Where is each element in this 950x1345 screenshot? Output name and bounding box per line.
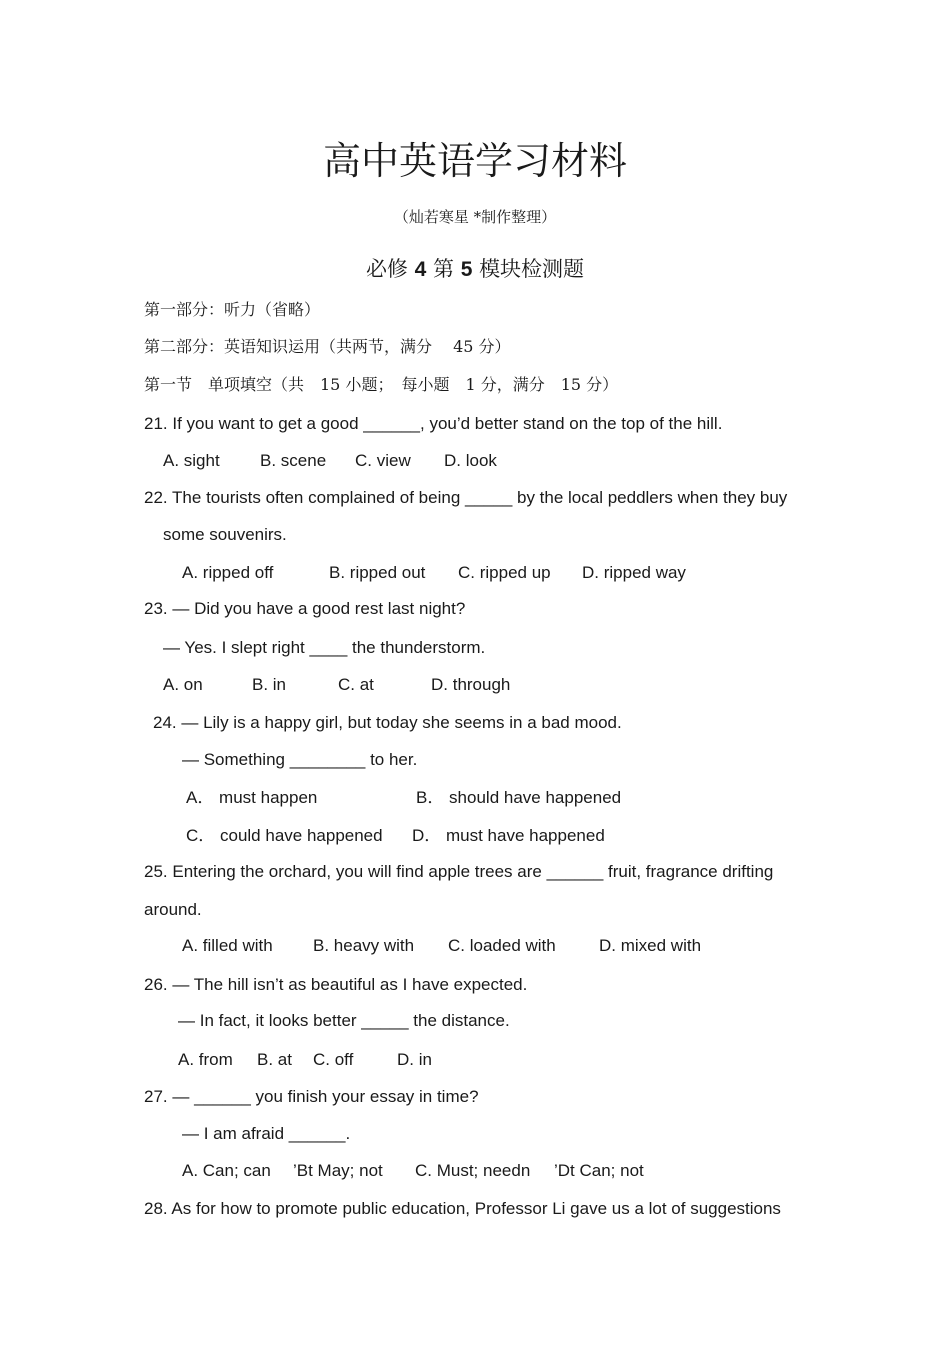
q27-option-a: A. Can; can bbox=[182, 1161, 271, 1180]
section1-heading: 第一节 单项填空（共 15 小题； 每小题 1 分，满分 15 分） bbox=[144, 375, 619, 394]
q25-option-b: B. heavy with bbox=[313, 936, 415, 955]
q22-stem-cont: some souvenirs. bbox=[163, 525, 287, 544]
exam-title-num1: 4 bbox=[414, 258, 427, 281]
q22-option-a: A. ripped off bbox=[182, 563, 274, 582]
q24-stem: 24. — Lily is a happy girl, but today she seems in a bad mood. bbox=[153, 713, 622, 732]
exam-title bbox=[0, 254, 950, 285]
q23-option-c: C. at bbox=[338, 675, 374, 694]
q24-option-d: D． must have happened bbox=[412, 826, 605, 845]
q21-option-a: A. sight bbox=[163, 451, 220, 470]
q25-option-c: C. loaded with bbox=[448, 936, 556, 955]
q21-stem: 21. If you want to get a good ______, you’d better stand on the top of the hill. bbox=[144, 414, 723, 433]
q23-option-a: A. on bbox=[163, 675, 203, 694]
q22-option-c: C. ripped up bbox=[458, 563, 551, 582]
exam-title-post: 模块检测题 bbox=[479, 257, 585, 281]
part1-heading: 第一部分：听力（省略） bbox=[144, 300, 321, 319]
q27-stem: 27. — ______ you finish your essay in time? bbox=[144, 1087, 479, 1106]
q22-option-b: B. ripped out bbox=[329, 563, 426, 582]
q23-option-d: D. through bbox=[431, 675, 511, 694]
q25-stem: 25. Entering the orchard, you will find apple trees are ______ fruit, fragrance drifting bbox=[144, 862, 774, 881]
exam-title-pre: 必修 bbox=[365, 257, 408, 281]
q24-reply: — Something ________ to her. bbox=[182, 750, 418, 769]
q26-stem: 26. — The hill isn’t as beautiful as I have expected. bbox=[144, 975, 528, 994]
q21-option-c: C. view bbox=[355, 451, 411, 470]
q28-stem: 28. As for how to promote public education, Professor Li gave us a lot of suggestions bbox=[144, 1199, 781, 1218]
q26-option-c: C. off bbox=[313, 1050, 354, 1069]
q26-reply: — In fact, it looks better _____ the distance. bbox=[178, 1011, 510, 1030]
q27-option-c: C. Must; needn bbox=[415, 1161, 531, 1180]
q24-option-c: C． could have happened bbox=[186, 826, 383, 845]
q23-stem: 23. — Did you have a good rest last night? bbox=[144, 599, 466, 618]
q27-option-d: ’Dt Can; not bbox=[554, 1161, 644, 1180]
q25-stem-cont: around. bbox=[144, 900, 202, 919]
q23-option-b: B. in bbox=[252, 675, 287, 694]
q22-option-d: D. ripped way bbox=[582, 563, 686, 582]
q21-option-d: D. look bbox=[444, 451, 497, 470]
exam-title-mid: 第 bbox=[433, 257, 454, 281]
q25-option-a: A. filled with bbox=[182, 936, 273, 955]
q27-reply: — I am afraid ______. bbox=[182, 1124, 351, 1143]
q21-option-b: B. scene bbox=[260, 451, 327, 470]
q27-option-b: ’Bt May; not bbox=[293, 1161, 383, 1180]
q26-option-b: B. at bbox=[257, 1050, 292, 1069]
document-credit: （灿若寒星 *制作整理） bbox=[393, 208, 557, 226]
q24-option-a: A． must happen bbox=[186, 788, 318, 807]
q26-option-d: D. in bbox=[397, 1050, 432, 1069]
q22-stem: 22. The tourists often complained of being _____ by the local peddlers when they buy bbox=[144, 488, 788, 507]
exam-title-num2: 5 bbox=[460, 258, 473, 281]
q24-option-b: B． should have happened bbox=[416, 788, 622, 807]
q25-option-d: D. mixed with bbox=[599, 936, 702, 955]
q26-option-a: A. from bbox=[178, 1050, 233, 1069]
document-title: 高中英语学习材料 bbox=[322, 139, 627, 183]
part2-heading: 第二部分：英语知识运用（共两节，满分 45 分） bbox=[144, 337, 511, 356]
q23-reply: — Yes. I slept right ____ the thunderstorm. bbox=[163, 638, 486, 657]
